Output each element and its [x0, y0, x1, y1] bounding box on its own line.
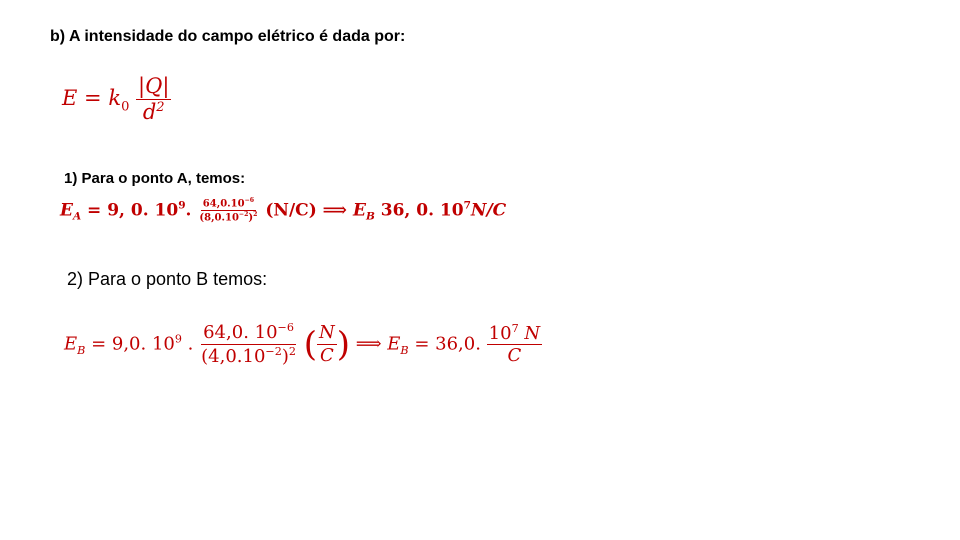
point-b-den-value: (4,0.10: [201, 345, 266, 367]
point-b-constant: = 9,0. 10: [85, 333, 175, 355]
point-b-right-paren: ): [336, 324, 351, 365]
point-b-result-sub: B: [400, 343, 409, 357]
point-a-lhs-sub: A: [72, 210, 82, 223]
formula-den-exp: 2: [156, 100, 165, 116]
point-b-result-value: = 36,0.: [408, 333, 481, 355]
point-a-numerator: [201, 198, 256, 211]
point-a-dot: .: [185, 200, 192, 221]
point-a-unit: (N/C) ⟹: [259, 200, 353, 221]
point-a-result-sub: B: [365, 210, 375, 223]
point-b-num-exp: −6: [277, 321, 294, 334]
point-b-num-value: 64,0. 10: [203, 322, 278, 343]
formula-numerator: |Q|: [136, 75, 171, 100]
point-a-den-value: (8,0.10: [199, 212, 239, 224]
point-a-fraction: [197, 198, 259, 224]
point-b-formula: [64, 322, 542, 367]
point-b-numerator: [201, 322, 296, 345]
point-a-constant: = 9, 0. 10: [81, 200, 179, 221]
point-b-result-denominator: C: [507, 345, 522, 367]
point-b-den-close: ): [281, 345, 289, 367]
point-a-result-exp: 7: [463, 199, 471, 212]
point-b-arrow: ⟹: [350, 333, 388, 355]
point-a-num-exp: −6: [244, 197, 255, 204]
formula-constant: k: [108, 86, 122, 111]
point-a-denominator: [197, 211, 259, 223]
formula-equals: =: [84, 86, 102, 111]
point-a-heading: 1) Para o ponto A, temos:: [64, 170, 246, 187]
formula-lhs: E: [62, 86, 78, 111]
point-b-dot: .: [181, 333, 200, 355]
point-b-unit-num: N: [319, 322, 335, 343]
point-b-left-paren: (: [303, 324, 317, 365]
point-b-result-fraction: [487, 323, 543, 367]
point-a-result-value: 36, 0. 10: [374, 200, 464, 221]
point-b-lhs: E: [64, 333, 78, 355]
point-b-heading: 2) Para o ponto B temos:: [67, 269, 268, 289]
point-b-den-square: 2: [288, 344, 296, 358]
formula-constant-sub: 0: [121, 99, 130, 115]
point-b-result-lhs: E: [387, 333, 401, 355]
point-b-constant-exp: 9: [174, 332, 182, 346]
electric-field-formula: [62, 75, 171, 124]
point-b-denominator: [199, 345, 298, 367]
point-a-den-close: ): [248, 212, 254, 224]
point-a-den-square: 2: [253, 211, 258, 219]
section-heading-b: b) A intensidade do campo elétrico é dada por:: [50, 28, 406, 45]
point-b-den-exp: −2: [265, 344, 282, 358]
point-b-unit-fraction: [317, 323, 337, 366]
point-a-result-unit: N/C: [470, 200, 507, 221]
point-a-result-lhs: E: [352, 200, 366, 221]
point-b-fraction: [199, 322, 298, 367]
point-b-unit-den: C: [319, 344, 334, 366]
formula-den-base: d: [142, 100, 157, 125]
point-b-result-numerator: [487, 323, 543, 346]
formula-fraction: [136, 75, 171, 124]
point-b-lhs-sub: B: [77, 343, 86, 357]
point-a-formula: [60, 198, 506, 224]
point-a-lhs: E: [60, 200, 73, 221]
point-a-den-exp: −2: [238, 211, 249, 219]
point-a-constant-exp: 9: [178, 199, 186, 212]
formula-denominator: [141, 100, 167, 124]
point-b-result-num-unit: N: [518, 322, 541, 344]
point-a-num-value: 64,0.10: [202, 198, 245, 210]
point-b-result-num-value: 10: [488, 322, 512, 344]
point-b-result-num-exp: 7: [511, 321, 519, 335]
